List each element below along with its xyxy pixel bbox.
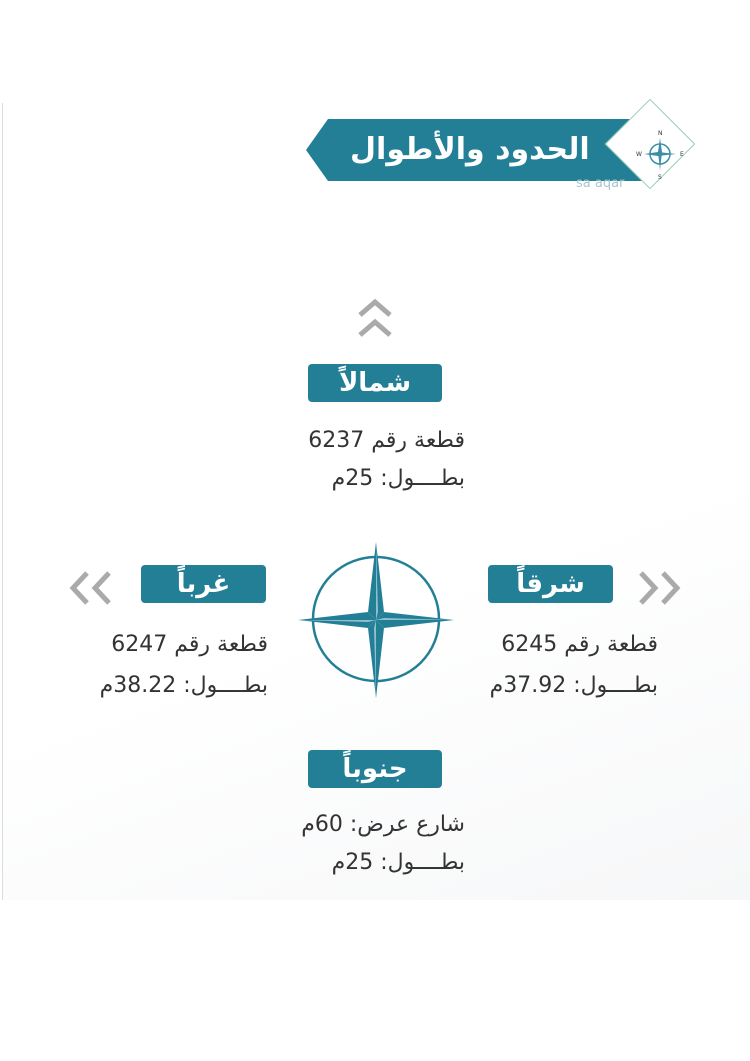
chevron-right-icon [635,568,683,608]
svg-text:N: N [658,130,663,137]
south-length: بطــــول: 25م [331,850,465,875]
south-street: شارع عرض: 60م [301,812,465,837]
west-length: بطــــول: 38.22م [99,673,268,698]
north-label: شمالاً [308,364,442,402]
svg-text:W: W [636,151,642,158]
page-title: الحدود والأطوال [350,132,590,167]
north-length: بطــــول: 25م [331,466,465,491]
east-label: شرقاً [488,565,613,603]
west-plot: قطعة رقم 6247 [111,632,268,657]
south-label: جنوباً [308,750,442,788]
compass-logo-icon [630,124,690,184]
chevron-up-icon [355,297,395,341]
west-label: غرباً [141,565,266,603]
svg-text:E: E [680,151,684,158]
north-plot: قطعة رقم 6237 [308,428,465,453]
compass-rose-icon [296,540,456,700]
svg-text:S: S [658,174,662,181]
east-length: بطــــول: 37.92م [489,673,658,698]
chevron-left-icon [67,568,115,608]
east-plot: قطعة رقم 6245 [501,632,658,657]
logo-text: sa aqar [576,176,625,191]
